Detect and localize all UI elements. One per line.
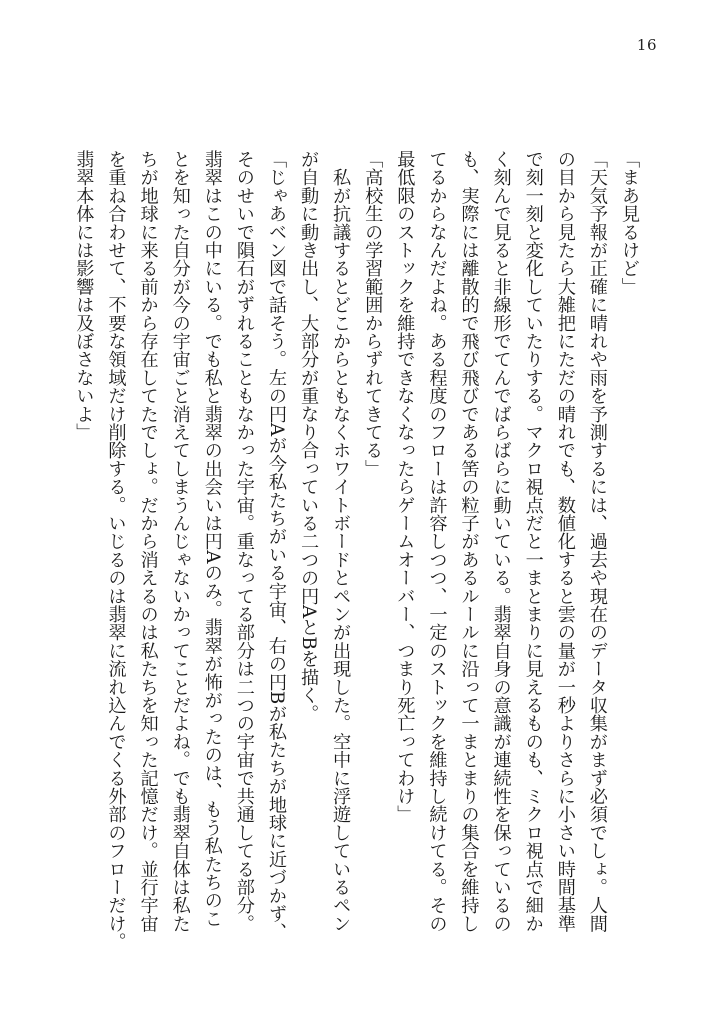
- text-line: も、実際には離散的で飛び飛びである筈の粒子があるルールに沿って一まとまりの集合を維持し: [458, 150, 480, 933]
- text-line: を重ね合わせて、不要な領域だけ削除する。いじるのは翡翠に流れ込んでくる外部のフローだけ。: [105, 150, 127, 951]
- text-line: 翡翠本体には影響は及ぼさないよ」: [73, 150, 95, 442]
- text-line: ちが地球に来る前から存在してたでしょ。だから消えるのは私たちを知った記憶だけ。並行宇宙: [137, 150, 159, 933]
- text-line: が自動に動き出し、大部分が重なり合っている二つの円AとBを描く。: [298, 150, 320, 723]
- page-number: 16: [636, 36, 657, 54]
- text-line: 「まあ見るけど」: [619, 150, 640, 296]
- text-line: そのせいで隕石がずれることもなかった宇宙。重なってる部分は二つの宇宙で共通してる部分。: [233, 150, 255, 933]
- text-line: の目から見たら大雑把にただの晴れでも、数値化すると雲の量が一秒よりさらに小さい時間基準: [554, 150, 576, 933]
- text-line: とを知った自分が今の宇宙ごと消えてしまうんじゃないかってことだよね。でも翡翠自体は私た: [169, 150, 191, 933]
- text-line: 私が抗議するとどこからともなくホワイトボードとペンが出現した。空中に浮遊しているペン: [330, 150, 352, 933]
- text-line: 翡翠はこの中にいる。でも私と翡翠の出会いは円Aのみ。翡翠が怖がったのは、もう私たちのこ: [201, 150, 223, 928]
- text-line: てるからなんだよね。ある程度のフローは許容しつつ、一定のストックを維持し続けてる。その: [426, 150, 448, 933]
- text-line: く刻んで見ると非線形でてんでばらばらに動いている。翡翠自身の意識が連続性を保っているの: [490, 150, 512, 933]
- text-line: で刻一刻と変化していたりする。マクロ視点だと一まとまりに見えるものも、ミクロ視点で細か: [522, 150, 544, 933]
- text-line: 「高校生の学習範囲からずれてきてる」: [362, 150, 384, 478]
- text-line: 「じゃあベン図で話そう。左の円Aが今私たちがいる宇宙、右の円Bが私たちが地球に近づかず、: [265, 150, 287, 941]
- text-line: 「天気予報が正確に晴れや雨を予測するには、過去や現在のデータ収集がまず必須でしょ。人間: [586, 150, 608, 933]
- vertical-text-body: [45, 150, 645, 951]
- text-line: 最低限のストックを維持できなくなったらゲームオーバー、つまり死亡ってわけ」: [394, 150, 416, 824]
